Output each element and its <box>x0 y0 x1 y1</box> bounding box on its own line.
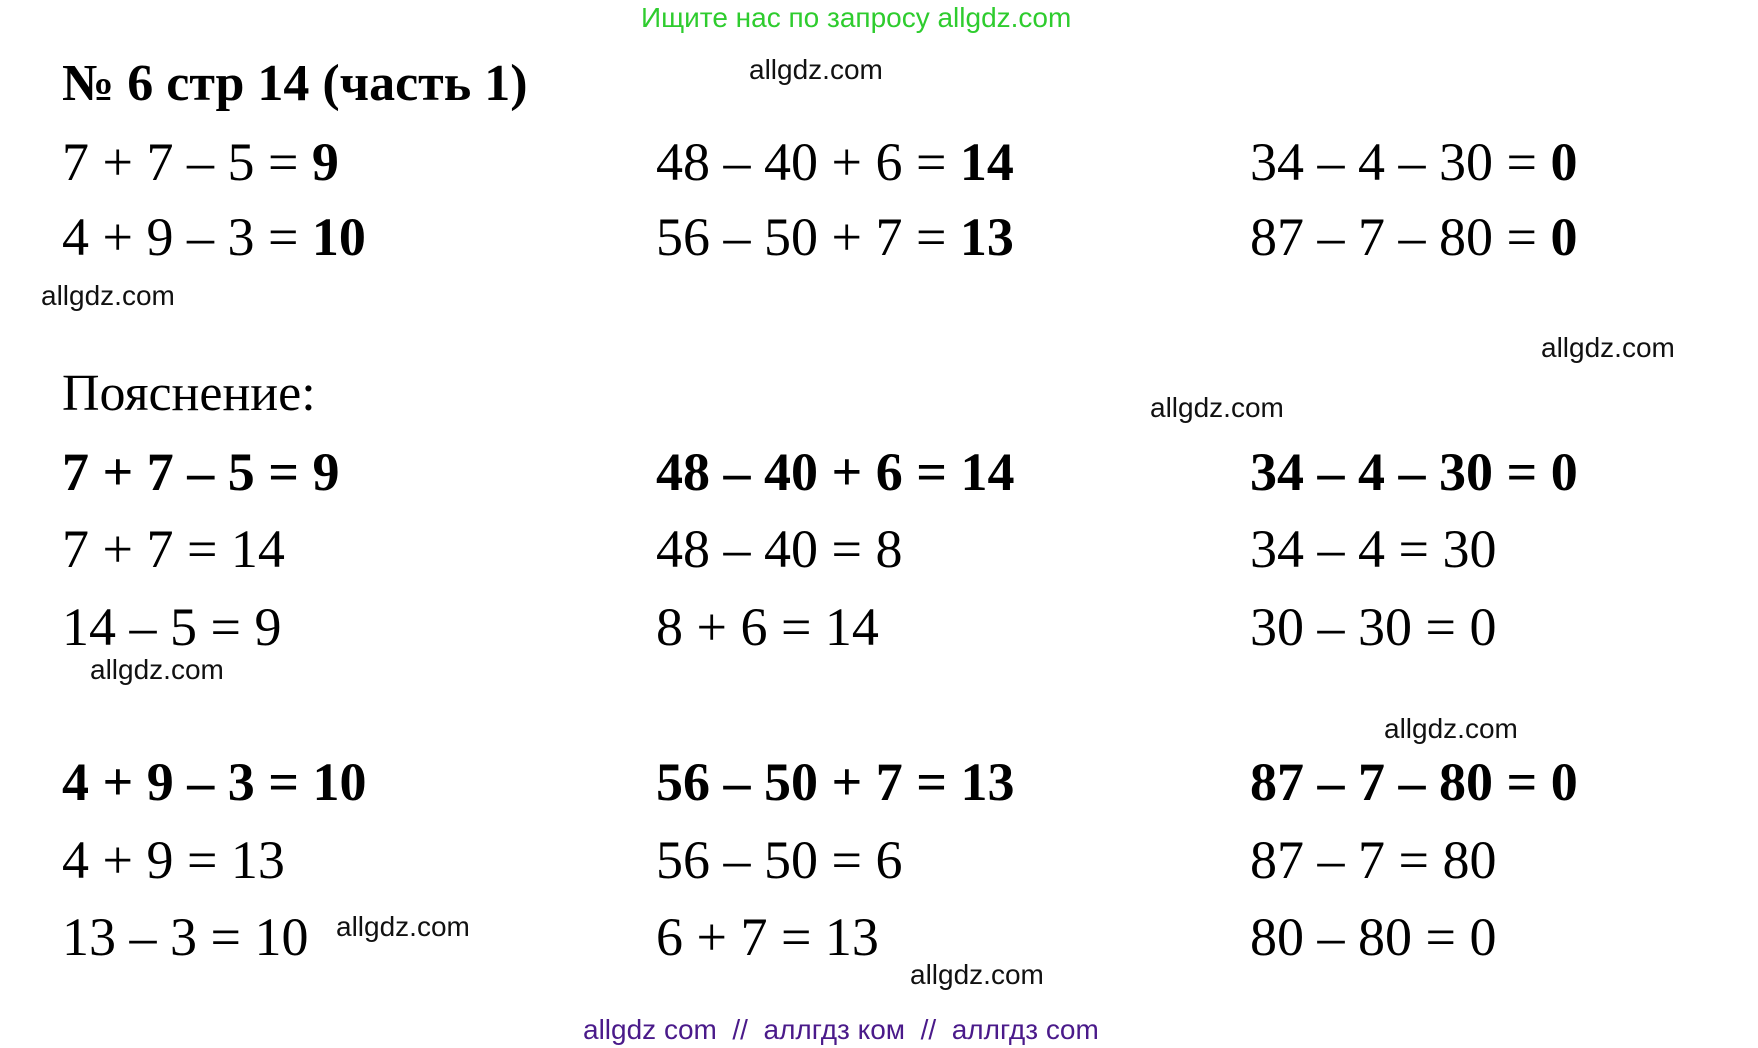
explanation-step: 7 + 7 = 14 <box>62 519 285 579</box>
explanation-step: 14 – 5 = 9 <box>62 597 282 657</box>
answer-result: 9 <box>311 132 339 192</box>
explanation-step: 4 + 9 = 13 <box>62 830 285 890</box>
explanation-step: 56 – 50 = 6 <box>656 830 903 890</box>
answer-result: 13 <box>959 207 1014 267</box>
answer-expression: 87 – 7 – 80 = <box>1250 207 1551 267</box>
watermark: allgdz.com <box>90 654 224 685</box>
answer-equation <box>62 132 339 192</box>
watermark: allgdz.com <box>336 911 470 942</box>
answer-result: 10 <box>311 207 366 267</box>
answer-equation <box>656 132 1014 192</box>
explanation-main: 34 – 4 – 30 = 0 <box>1250 442 1578 502</box>
search-banner: Ищите нас по запросу allgdz.com <box>641 2 1072 33</box>
answer-result: 0 <box>1550 207 1578 267</box>
answer-result: 0 <box>1550 132 1578 192</box>
watermark: allgdz.com <box>910 959 1044 990</box>
explanation-main: 87 – 7 – 80 = 0 <box>1250 752 1578 812</box>
answer-expression: 7 + 7 – 5 = <box>62 132 312 192</box>
answer-result: 14 <box>959 132 1014 192</box>
explanation-main: 56 – 50 + 7 = 13 <box>656 752 1015 812</box>
explanation-main: 48 – 40 + 6 = 14 <box>656 442 1015 502</box>
explanation-step: 8 + 6 = 14 <box>656 597 879 657</box>
answer-equation <box>62 207 366 267</box>
explanation-step: 87 – 7 = 80 <box>1250 830 1497 890</box>
watermark: allgdz.com <box>1384 713 1518 744</box>
footer-links: allgdz com // аллгдз ком // аллгдз com <box>583 1014 1099 1045</box>
answer-equation <box>1250 132 1578 192</box>
watermark: allgdz.com <box>41 280 175 311</box>
explanation-step: 6 + 7 = 13 <box>656 907 879 967</box>
answer-equation <box>656 207 1014 267</box>
page-title: № 6 стр 14 (часть 1) <box>62 55 528 112</box>
answer-expression: 56 – 50 + 7 = <box>656 207 960 267</box>
explanation-step: 48 – 40 = 8 <box>656 519 903 579</box>
explanation-main: 4 + 9 – 3 = 10 <box>62 752 367 812</box>
watermark: allgdz.com <box>1150 392 1284 423</box>
answer-expression: 34 – 4 – 30 = <box>1250 132 1551 192</box>
explanation-step: 80 – 80 = 0 <box>1250 907 1497 967</box>
watermark: allgdz.com <box>1541 332 1675 363</box>
explanation-step: 13 – 3 = 10 <box>62 907 309 967</box>
explanation-step: 30 – 30 = 0 <box>1250 597 1497 657</box>
explanation-step: 34 – 4 = 30 <box>1250 519 1497 579</box>
answer-expression: 4 + 9 – 3 = <box>62 207 312 267</box>
answer-expression: 48 – 40 + 6 = <box>656 132 960 192</box>
explanation-heading: Пояснение: <box>62 365 316 422</box>
answer-equation <box>1250 207 1578 267</box>
watermark: allgdz.com <box>749 54 883 85</box>
explanation-main: 7 + 7 – 5 = 9 <box>62 442 340 502</box>
